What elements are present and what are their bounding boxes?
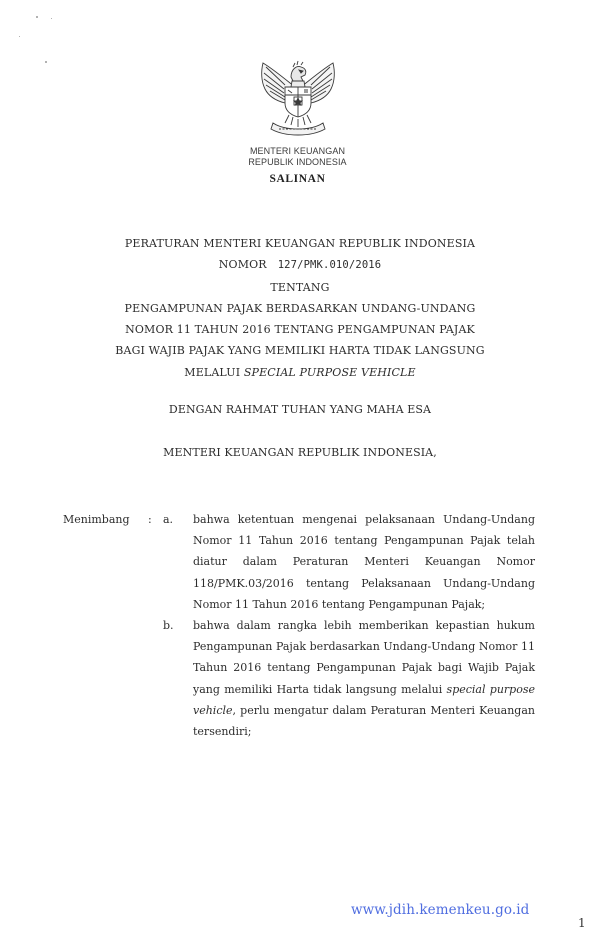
item-letter: b. xyxy=(163,619,174,633)
considering-item-a xyxy=(63,509,543,615)
scan-speck xyxy=(19,36,20,37)
scan-speck xyxy=(51,18,52,19)
regulation-title xyxy=(0,233,600,383)
item-text-italic: special purpose vehicle xyxy=(193,682,535,717)
considering-colon: : xyxy=(148,513,152,526)
subject-line-3: BAGI WAJIB PAJAK YANG MEMILIKI HARTA TIDAK LANGSUNG xyxy=(115,344,485,358)
item-text-after: , perlu mengatur dalam Peraturan Menteri Keuangan tersendiri; xyxy=(193,703,535,739)
subject-prefix: MELALUI xyxy=(184,365,241,379)
item-text-before: bahwa dalam rangka lebih memberikan kepastian hukum Pengampunan Pajak berdasarkan Undang-Undang Nomor 11 Tahun 2016 tentang Pengampunan Pajak bagi Wajib Pajak yang memiliki Harta tidak langsung melalui xyxy=(193,619,535,696)
jdih-website-link[interactable]: www.jdih.kemenkeu.go.id xyxy=(351,902,530,918)
subject-italic: SPECIAL PURPOSE VEHICLE xyxy=(243,365,416,379)
number-label: NOMOR xyxy=(218,258,267,272)
considering-item-b xyxy=(63,615,543,742)
subject-line-2: NOMOR 11 TAHUN 2016 TENTANG PENGAMPUNAN PAJAK xyxy=(125,323,475,337)
considering-section xyxy=(63,509,543,742)
invocation: DENGAN RAHMAT TUHAN YANG MAHA ESA xyxy=(168,403,432,416)
scan-speck xyxy=(36,16,38,18)
item-text xyxy=(193,615,535,742)
about-label: TENTANG xyxy=(270,280,330,294)
subject-line-4 xyxy=(0,362,600,383)
page-mark: 1 xyxy=(578,916,586,930)
scan-speck xyxy=(45,61,47,63)
salinan-stamp: SALINAN xyxy=(269,173,326,185)
item-text: bahwa ketentuan mengenai pelaksanaan Undang-Undang Nomor 11 Tahun 2016 tentang Pengampunan Pajak telah diatur dalam Peraturan Menteri Keuangan Nomor 118/PMK.03/2016 tentang Pelaksanaan Undang-Undang Nomor 11 Tahun 2016 tentang Pengampunan Pajak; xyxy=(193,513,535,611)
number-value: 127/PMK.010/2016 xyxy=(277,259,382,272)
ministry-line-2: REPUBLIK INDONESIA xyxy=(248,157,347,167)
ministry-line-1: MENTERI KEUANGAN xyxy=(249,146,346,156)
subject-line-1: PENGAMPUNAN PAJAK BERDASARKAN UNDANG-UNDANG xyxy=(124,301,476,315)
item-letter: a. xyxy=(163,513,174,526)
title-line-1: PERATURAN MENTERI KEUANGAN REPUBLIK INDONESIA xyxy=(124,237,476,250)
garuda-emblem-icon xyxy=(255,57,341,141)
regulation-number xyxy=(0,254,600,276)
issuer: MENTERI KEUANGAN REPUBLIK INDONESIA, xyxy=(163,446,437,459)
considering-label: Menimbang xyxy=(63,513,130,526)
